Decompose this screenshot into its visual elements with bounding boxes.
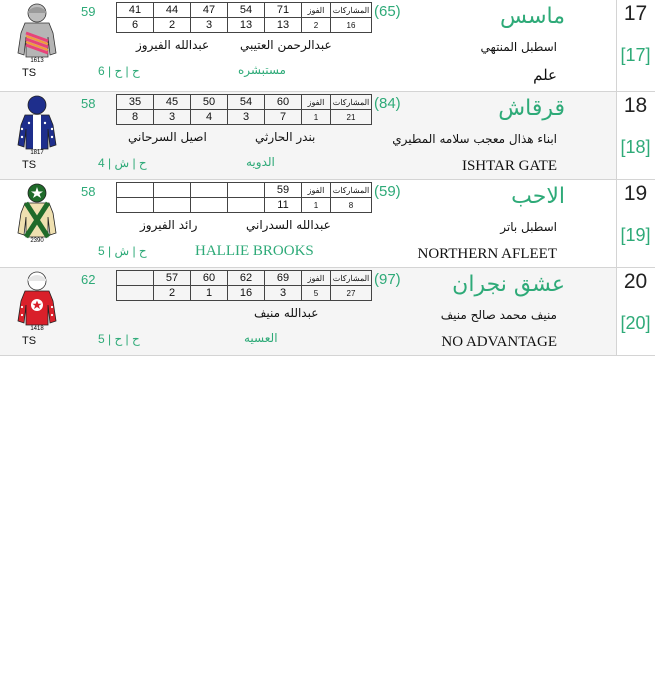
owner-name: اسطبل المنتهي <box>480 40 557 54</box>
horse-rating: (97) <box>374 271 401 288</box>
stats-cell: 16 <box>228 286 265 301</box>
starts-value: 21 <box>331 110 372 125</box>
horse-name[interactable]: عشق نجران <box>452 272 565 297</box>
wins-header: الفوز <box>302 271 331 286</box>
horse-number: 18 <box>623 94 648 117</box>
stats-cell: 50 <box>191 95 228 110</box>
horse-row[interactable] <box>0 92 655 180</box>
starts-value: 8 <box>331 198 372 213</box>
stats-cell: 54 <box>228 3 265 18</box>
stats-cell <box>191 198 228 213</box>
horse-rating: (65) <box>374 3 401 20</box>
horse-rating: (59) <box>374 183 401 200</box>
stats-cell <box>117 198 154 213</box>
weight: 59 <box>81 4 96 19</box>
wins-value: 1 <box>302 110 331 125</box>
recent-form: ح | ش | 5 <box>98 244 147 258</box>
stats-cell <box>154 183 191 198</box>
horse-number: 17 <box>623 2 648 25</box>
weight: 62 <box>81 272 96 287</box>
horse-name[interactable]: ماسس <box>500 4 565 29</box>
stats-cell: 8 <box>117 110 154 125</box>
horse-name[interactable]: الاحب <box>511 184 565 209</box>
draw-number: [20] <box>620 313 651 333</box>
ts-badge: TS <box>22 335 37 347</box>
stats-cell: 13 <box>228 18 265 33</box>
weight: 58 <box>81 96 96 111</box>
wins-header: الفوز <box>302 183 331 198</box>
stats-cell: 47 <box>191 3 228 18</box>
silk-number: 1613 <box>30 58 44 63</box>
draw-number: [19] <box>620 225 651 245</box>
stats-cell: 13 <box>265 18 302 33</box>
wins-value: 5 <box>302 286 331 301</box>
horse-row[interactable] <box>0 0 655 92</box>
stats-cell <box>117 183 154 198</box>
owner-name: اسطبل باتر <box>500 220 557 234</box>
sire-name: NO ADVANTAGE <box>441 334 557 350</box>
silk-number: 1418 <box>30 326 44 331</box>
stats-table <box>116 270 372 301</box>
weight: 58 <box>81 184 96 199</box>
stats-cell: 69 <box>265 271 302 286</box>
dam-name: HALLIE BROOKS <box>195 243 314 259</box>
stats-cell: 3 <box>191 18 228 33</box>
jockey-name: عبدالله منيف <box>254 306 319 320</box>
stats-cell: 3 <box>265 286 302 301</box>
stats-cell: 45 <box>154 95 191 110</box>
stats-cell: 11 <box>265 198 302 213</box>
jockey-name: بندر الحارثي <box>255 130 316 144</box>
stats-cell: 54 <box>228 95 265 110</box>
jockey-silks-icon <box>12 183 62 243</box>
horse-rating: (84) <box>374 95 401 112</box>
sire-name: NORTHERN AFLEET <box>417 246 557 262</box>
starts-header: المشاركات <box>331 3 372 18</box>
stats-cell: 6 <box>117 18 154 33</box>
stats-cell: 1 <box>191 286 228 301</box>
horse-row[interactable] <box>0 180 655 268</box>
stats-cell: 35 <box>117 95 154 110</box>
sire-name: ISHTAR GATE <box>461 158 557 174</box>
owner-name: ابناء هذال معجب سلامه المطيري <box>392 132 557 146</box>
stats-cell: 7 <box>265 110 302 125</box>
dam-name: العسيه <box>244 331 278 345</box>
dam-name: مستبشره <box>238 63 286 77</box>
owner-name: منيف محمد صالح منيف <box>440 308 557 322</box>
stats-table <box>116 2 372 33</box>
stats-cell: 57 <box>154 271 191 286</box>
ts-badge: TS <box>22 67 37 79</box>
jockey-silks-icon <box>12 95 62 155</box>
ts-badge: TS <box>22 159 37 171</box>
starts-header: المشاركات <box>331 95 372 110</box>
jockey-name: عبدالله السدراني <box>246 218 331 232</box>
wins-value: 1 <box>302 198 331 213</box>
trainer-name: رائد الفيروز <box>140 218 198 232</box>
horse-row[interactable] <box>0 268 655 356</box>
stats-cell <box>154 198 191 213</box>
stats-cell: 41 <box>117 3 154 18</box>
wins-header: الفوز <box>302 95 331 110</box>
stats-cell <box>228 183 265 198</box>
jockey-name: عبدالرحمن العتيبي <box>240 38 332 52</box>
recent-form: ح | ش | 4 <box>98 156 147 170</box>
horse-number: 20 <box>623 270 648 293</box>
jockey-silks-icon <box>12 271 62 331</box>
draw-number: [17] <box>620 45 651 65</box>
dam-name: الدويه <box>246 155 275 169</box>
wins-value: 2 <box>302 18 331 33</box>
trainer-name: عبدالله الفيروز <box>136 38 210 52</box>
stats-cell <box>117 286 154 301</box>
starts-header: المشاركات <box>331 271 372 286</box>
draw-number: [18] <box>620 137 651 157</box>
stats-cell <box>191 183 228 198</box>
silk-number: 1817 <box>30 150 44 155</box>
horse-number: 19 <box>623 182 648 205</box>
stats-cell: 44 <box>154 3 191 18</box>
starts-value: 16 <box>331 18 372 33</box>
starts-header: المشاركات <box>331 183 372 198</box>
silk-number: 2390 <box>30 238 44 243</box>
trainer-name: اصيل السرحاني <box>128 130 207 144</box>
stats-cell: 2 <box>154 18 191 33</box>
stats-cell: 3 <box>154 110 191 125</box>
sire-name: علم <box>533 68 557 84</box>
stats-table <box>116 182 372 213</box>
stats-cell <box>228 198 265 213</box>
stats-cell <box>117 271 154 286</box>
stats-table <box>116 94 372 125</box>
recent-form: ح | ح | 6 <box>98 64 140 78</box>
stats-cell: 2 <box>154 286 191 301</box>
starts-value: 27 <box>331 286 372 301</box>
stats-cell: 59 <box>265 183 302 198</box>
wins-header: الفوز <box>302 3 331 18</box>
stats-cell: 60 <box>265 95 302 110</box>
stats-cell: 3 <box>228 110 265 125</box>
jockey-silks-icon <box>12 3 62 63</box>
recent-form: ح | ح | 5 <box>98 332 140 346</box>
stats-cell: 71 <box>265 3 302 18</box>
stats-cell: 62 <box>228 271 265 286</box>
horse-name[interactable]: قرقاش <box>498 96 565 121</box>
stats-cell: 4 <box>191 110 228 125</box>
stats-cell: 60 <box>191 271 228 286</box>
